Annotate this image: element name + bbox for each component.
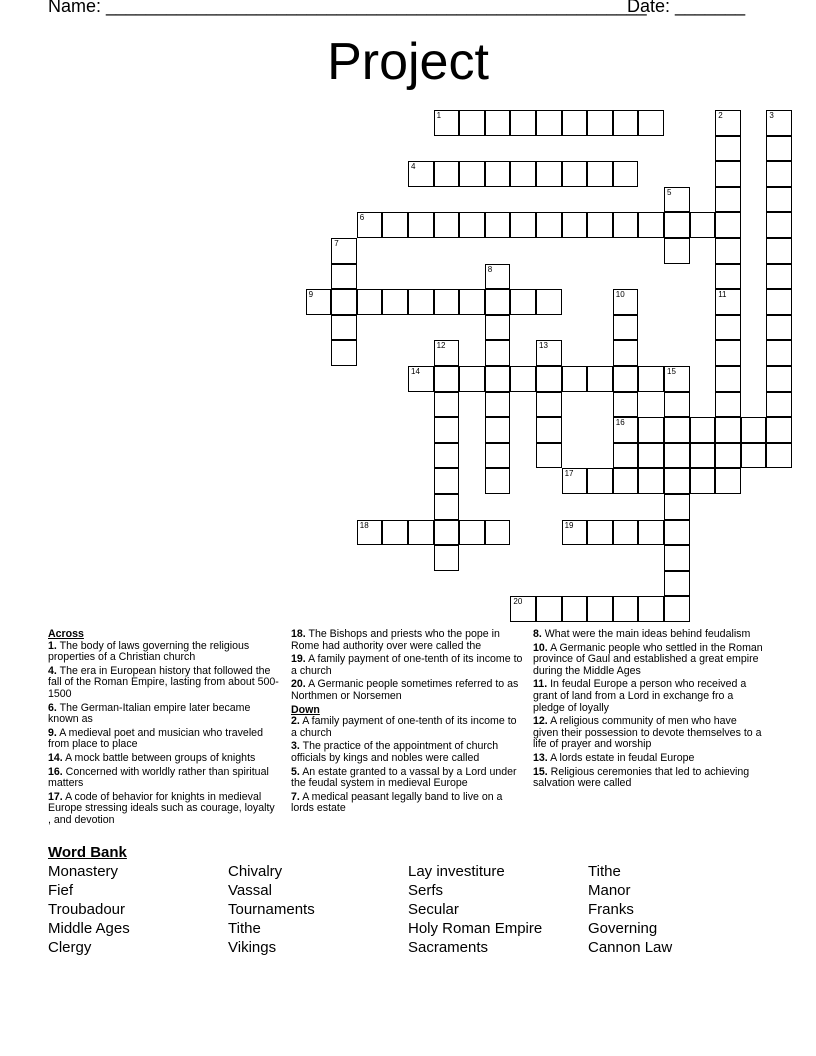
crossword-cell[interactable] [434, 340, 460, 366]
word-bank-word: Franks [588, 901, 634, 918]
crossword-cell[interactable] [613, 315, 639, 341]
word-bank-column [228, 862, 315, 957]
crossword-cell[interactable] [587, 161, 613, 187]
across-clues-column [48, 629, 280, 829]
crossword-cell[interactable] [766, 417, 792, 443]
crossword-cell[interactable] [613, 289, 639, 315]
crossword-cell[interactable] [638, 366, 664, 392]
crossword-cell[interactable] [664, 520, 690, 546]
crossword-cell[interactable] [638, 443, 664, 469]
clue-number: 18 [359, 520, 369, 530]
crossword-cell[interactable] [485, 110, 511, 136]
word-bank-column [408, 862, 542, 957]
clue-number: 17. [48, 790, 63, 803]
crossword-cell[interactable] [485, 212, 511, 238]
crossword-cell[interactable] [613, 596, 639, 622]
crossword-cell[interactable] [510, 366, 536, 392]
clue-number: 13. [533, 751, 548, 764]
crossword-cell[interactable] [331, 340, 357, 366]
across-clue [291, 654, 523, 677]
across-clue [48, 767, 280, 790]
crossword-cell[interactable] [587, 212, 613, 238]
clue-number: 11. [533, 678, 548, 691]
crossword-cell[interactable] [766, 212, 792, 238]
clue-number: 6 [359, 213, 365, 223]
crossword-cell[interactable] [459, 289, 485, 315]
crossword-cell[interactable] [664, 468, 690, 494]
crossword-cell[interactable] [766, 161, 792, 187]
crossword-cell[interactable] [613, 392, 639, 418]
crossword-cell[interactable] [766, 315, 792, 341]
crossword-cell[interactable] [715, 340, 741, 366]
crossword-cell[interactable] [587, 366, 613, 392]
clue-text: Religious ceremonies that led to achieving salvation were called [533, 765, 750, 790]
crossword-cell[interactable] [587, 468, 613, 494]
crossword-cell[interactable] [715, 212, 741, 238]
crossword-cell[interactable] [715, 289, 741, 315]
down-clue [533, 629, 765, 641]
page-title: Project [327, 33, 489, 91]
crossword-cell[interactable] [664, 443, 690, 469]
clue-number: 12. [533, 715, 548, 728]
crossword-cell[interactable] [715, 238, 741, 264]
word-bank-word: Tithe [588, 863, 621, 880]
crossword-cell[interactable] [562, 366, 588, 392]
crossword-cell[interactable] [638, 468, 664, 494]
crossword-cell[interactable] [664, 494, 690, 520]
clue-text: The German-Italian empire later became known as [48, 701, 251, 726]
word-bank-word: Clergy [48, 939, 92, 956]
crossword-cell[interactable] [766, 187, 792, 213]
crossword-cell[interactable] [434, 494, 460, 520]
clue-text: The body of laws governing the religious properties of a Christian church [48, 639, 250, 664]
clue-number: 3 [769, 111, 774, 120]
crossword-cell[interactable] [664, 417, 690, 443]
date-field[interactable]: Date: _______ [627, 0, 746, 16]
clue-number: 14. [48, 751, 63, 764]
crossword-cell[interactable] [434, 443, 460, 469]
crossword-cell[interactable] [613, 468, 639, 494]
clue-number: 18. [291, 628, 306, 640]
crossword-cell[interactable] [562, 110, 588, 136]
crossword-cell[interactable] [766, 264, 792, 290]
clue-text: A religious community of men who have given their possession to devote themselves to a life of prayer and worship [533, 715, 762, 751]
crossword-cell[interactable] [485, 289, 511, 315]
clue-text: Concerned with worldly rather than spiritual matters [48, 765, 269, 790]
word-bank-word: Tithe [228, 920, 261, 937]
word-bank-title: Word Bank [48, 844, 127, 861]
crossword-cell[interactable] [485, 340, 511, 366]
crossword-cell[interactable] [434, 392, 460, 418]
crossword-cell[interactable] [690, 417, 716, 443]
word-bank-word: Vikings [228, 939, 277, 956]
clue-number: 15. [533, 765, 548, 778]
crossword-cell[interactable] [690, 212, 716, 238]
crossword-cell[interactable] [715, 417, 741, 443]
crossword-cell[interactable] [434, 417, 460, 443]
down-clue [533, 753, 765, 765]
clues-column-middle [291, 629, 523, 817]
crossword-cell[interactable] [408, 161, 434, 187]
word-bank-word: Holy Roman Empire [408, 920, 543, 937]
clue-number: 5. [291, 765, 300, 778]
crossword-cell[interactable] [536, 596, 562, 622]
word-bank-word: Troubadour [48, 901, 125, 918]
crossword-cell[interactable] [536, 340, 562, 366]
clue-number: 17 [564, 469, 574, 479]
crossword-cell[interactable] [562, 161, 588, 187]
crossword-cell[interactable] [331, 289, 357, 315]
crossword-cell[interactable] [766, 136, 792, 162]
across-clue [291, 629, 523, 652]
crossword-cell[interactable] [357, 289, 383, 315]
crossword-cell[interactable] [638, 110, 664, 136]
crossword-cell[interactable] [485, 315, 511, 341]
clue-text: A Germanic people sometimes referred to as Northmen or Norsemen [291, 678, 519, 702]
crossword-cell[interactable] [613, 520, 639, 546]
clue-number: 20. [291, 678, 306, 691]
crossword-cell[interactable] [715, 187, 741, 213]
clue-number: 9 [308, 290, 314, 300]
word-bank-word: Middle Ages [48, 920, 130, 937]
crossword-cell[interactable] [638, 596, 664, 622]
crossword-cell[interactable] [715, 315, 741, 341]
clue-number: 19. [291, 653, 306, 666]
crossword-cell[interactable] [485, 443, 511, 469]
crossword-cell[interactable] [715, 136, 741, 162]
crossword-cell[interactable] [766, 110, 792, 136]
clue-text: The era in European history that followed the fall of the Roman Empire, lasting from about 500-1500 [48, 664, 279, 700]
crossword-cell[interactable] [536, 366, 562, 392]
crossword-cell[interactable] [664, 366, 690, 392]
crossword-cell[interactable] [587, 596, 613, 622]
crossword-cell[interactable] [434, 212, 460, 238]
crossword-cell[interactable] [485, 417, 511, 443]
crossword-cell[interactable] [485, 392, 511, 418]
crossword-cell[interactable] [485, 264, 511, 290]
crossword-cell[interactable] [434, 468, 460, 494]
crossword-cell[interactable] [562, 212, 588, 238]
crossword-cell[interactable] [638, 520, 664, 546]
crossword-cell[interactable] [408, 212, 434, 238]
crossword-cell[interactable] [587, 520, 613, 546]
word-bank-word: Chivalry [228, 863, 283, 880]
crossword-cell[interactable] [766, 392, 792, 418]
clue-text: What were the main ideas behind feudalism [541, 628, 751, 640]
crossword-cell[interactable] [459, 366, 485, 392]
word-bank-word: Vassal [228, 882, 272, 899]
word-bank-word: Lay investiture [408, 863, 505, 880]
clue-number: 7 [334, 239, 339, 248]
crossword-cell[interactable] [408, 520, 434, 546]
clue-number: 19 [564, 520, 574, 530]
clue-text: In feudal Europe a person who received a grant of land from a Lord in exchange fro a pledge of loyally [533, 678, 747, 714]
crossword-cell[interactable] [664, 545, 690, 571]
across-clue [48, 666, 280, 701]
crossword-cell[interactable] [741, 417, 767, 443]
down-clue [533, 767, 765, 790]
crossword-cell[interactable] [638, 212, 664, 238]
crossword-cell[interactable] [357, 520, 383, 546]
crossword-cell[interactable] [331, 315, 357, 341]
crossword-cell[interactable] [715, 264, 741, 290]
crossword-cell[interactable] [766, 238, 792, 264]
crossword-cell[interactable] [382, 289, 408, 315]
across-clue [48, 641, 280, 664]
crossword-cell[interactable] [690, 468, 716, 494]
down-clue [291, 741, 523, 764]
crossword-cell[interactable] [613, 161, 639, 187]
crossword-cell[interactable] [510, 110, 536, 136]
crossword-cell[interactable] [536, 443, 562, 469]
crossword-cell[interactable] [434, 545, 460, 571]
crossword-cell[interactable] [306, 289, 332, 315]
crossword-cell[interactable] [562, 520, 588, 546]
crossword-cell[interactable] [562, 468, 588, 494]
clue-number: 16. [48, 765, 63, 778]
clue-text: A Germanic people who settled in the Roman province of Gaul and established a great empire during the Middle Ages [533, 641, 763, 677]
crossword-cell[interactable] [331, 238, 357, 264]
clue-text: A medical peasant legally band to live on a lords estate [291, 790, 503, 815]
crossword-cell[interactable] [664, 392, 690, 418]
clue-text: A lords estate in feudal Europe [547, 751, 695, 764]
clue-number: 20 [513, 597, 523, 607]
word-bank-word: Governing [588, 920, 658, 937]
crossword-cell[interactable] [434, 161, 460, 187]
crossword-cell[interactable] [536, 392, 562, 418]
clue-number: 2 [718, 111, 723, 120]
crossword-cell[interactable] [715, 443, 741, 469]
crossword-cell[interactable] [510, 161, 536, 187]
crossword-cell[interactable] [485, 366, 511, 392]
word-bank-word: Fief [48, 882, 74, 899]
clue-text: A medieval poet and musician who traveled from place to place [48, 726, 263, 751]
across-heading: Across [48, 628, 84, 640]
crossword-cell[interactable] [766, 443, 792, 469]
crossword-cell[interactable] [715, 110, 741, 136]
crossword-cell[interactable] [664, 596, 690, 622]
crossword-cell[interactable] [613, 110, 639, 136]
crossword-cell[interactable] [485, 468, 511, 494]
word-bank-column [48, 862, 130, 957]
word-bank-word: Secular [408, 901, 459, 918]
clue-text: An estate granted to a vassal by a Lord under the feudal system in medieval Europe [291, 765, 517, 790]
crossword-cell[interactable] [485, 161, 511, 187]
crossword-cell[interactable] [741, 443, 767, 469]
crossword-cell[interactable] [459, 110, 485, 136]
down-clue [533, 643, 765, 678]
crossword-cell[interactable] [638, 417, 664, 443]
clue-number: 14 [411, 367, 420, 376]
down-clue [291, 792, 523, 815]
crossword-cell[interactable] [459, 212, 485, 238]
clue-number: 2. [291, 715, 300, 728]
down-clues-column [533, 629, 765, 792]
crossword-cell[interactable] [766, 289, 792, 315]
crossword-cell[interactable] [357, 212, 383, 238]
word-bank-word: Monastery [48, 863, 119, 880]
crossword-cell[interactable] [382, 520, 408, 546]
clue-number: 15 [667, 367, 676, 376]
clue-number: 4. [48, 664, 57, 677]
word-bank-word: Sacraments [408, 939, 489, 956]
crossword-cell[interactable] [434, 289, 460, 315]
crossword-cell[interactable] [766, 366, 792, 392]
crossword-cell[interactable] [434, 520, 460, 546]
clue-number: 10 [615, 290, 625, 300]
word-bank-column [588, 862, 672, 957]
clue-number: 10. [533, 641, 548, 654]
crossword-cell[interactable] [510, 212, 536, 238]
crossword-cell[interactable] [536, 289, 562, 315]
crossword-cell[interactable] [536, 161, 562, 187]
down-clue [291, 716, 523, 739]
crossword-cell[interactable] [715, 392, 741, 418]
down-clue [291, 767, 523, 790]
crossword-cell[interactable] [485, 520, 511, 546]
clue-text: The practice of the appointment of church officials by kings and nobles were called [291, 740, 499, 764]
crossword-cell[interactable] [715, 366, 741, 392]
word-bank-word: Tournaments [228, 901, 315, 918]
crossword-cell[interactable] [434, 110, 460, 136]
crossword-cell[interactable] [664, 212, 690, 238]
crossword-cell[interactable] [459, 520, 485, 546]
crossword-cell[interactable] [613, 417, 639, 443]
crossword-cell[interactable] [536, 212, 562, 238]
crossword-cell[interactable] [510, 596, 536, 622]
crossword-cell[interactable] [664, 187, 690, 213]
across-clue [48, 728, 280, 751]
clue-number: 12 [436, 341, 446, 351]
clue-text: A family payment of one-tenth of its income to a church [291, 653, 523, 677]
clue-number: 5 [667, 187, 672, 197]
crossword-cell[interactable] [690, 443, 716, 469]
crossword-cell[interactable] [613, 443, 639, 469]
crossword-cell[interactable] [408, 289, 434, 315]
crossword-cell[interactable] [613, 340, 639, 366]
word-bank-word: Serfs [408, 882, 444, 899]
crossword-cell[interactable] [613, 366, 639, 392]
crossword-cell[interactable] [331, 264, 357, 290]
crossword-cell[interactable] [536, 417, 562, 443]
clue-number: 8. [533, 628, 542, 640]
crossword-cell[interactable] [510, 289, 536, 315]
word-bank-word: Manor [588, 882, 631, 899]
down-clue [533, 679, 765, 714]
across-clue [48, 753, 280, 765]
name-field[interactable]: Name: ______________________________________________________ [48, 0, 647, 16]
down-heading: Down [291, 703, 320, 716]
down-clue [533, 716, 765, 751]
crossword-cell[interactable] [613, 212, 639, 238]
clue-text: A code of behavior for knights in medieval Europe stressing ideals such as courage, loyalty , and devotion [48, 790, 275, 826]
clue-number: 16 [615, 418, 625, 428]
clue-text: A family payment of one-tenth of its income to a church [291, 715, 517, 739]
crossword-cell[interactable] [766, 340, 792, 366]
clue-text: A mock battle between groups of knights [62, 751, 256, 764]
across-clue [48, 703, 280, 726]
clue-number: 4 [411, 162, 416, 172]
crossword-cell[interactable] [715, 468, 741, 494]
crossword-cell[interactable] [562, 596, 588, 622]
clue-number: 3. [291, 740, 300, 753]
crossword-cell[interactable] [664, 571, 690, 597]
clue-number: 8 [487, 264, 493, 274]
clue-number: 11 [718, 290, 727, 300]
across-clue [48, 792, 280, 827]
clue-number: 1 [436, 111, 442, 120]
clue-number: 9. [48, 726, 57, 739]
clue-text: The Bishops and priests who the pope in Rome had authority over were called the [291, 628, 500, 652]
clue-number: 13 [539, 341, 548, 351]
crossword-cell[interactable] [664, 238, 690, 264]
clue-number: 7. [291, 790, 300, 803]
clue-number: 6. [48, 701, 57, 714]
crossword-cell[interactable] [408, 366, 434, 392]
crossword-cell[interactable] [459, 161, 485, 187]
crossword-cell[interactable] [536, 110, 562, 136]
crossword-cell[interactable] [715, 161, 741, 187]
crossword-cell[interactable] [382, 212, 408, 238]
across-clue [291, 679, 523, 702]
crossword-cell[interactable] [434, 366, 460, 392]
crossword-cell[interactable] [587, 110, 613, 136]
word-bank-word: Cannon Law [588, 939, 673, 956]
clue-number: 1. [48, 639, 57, 652]
